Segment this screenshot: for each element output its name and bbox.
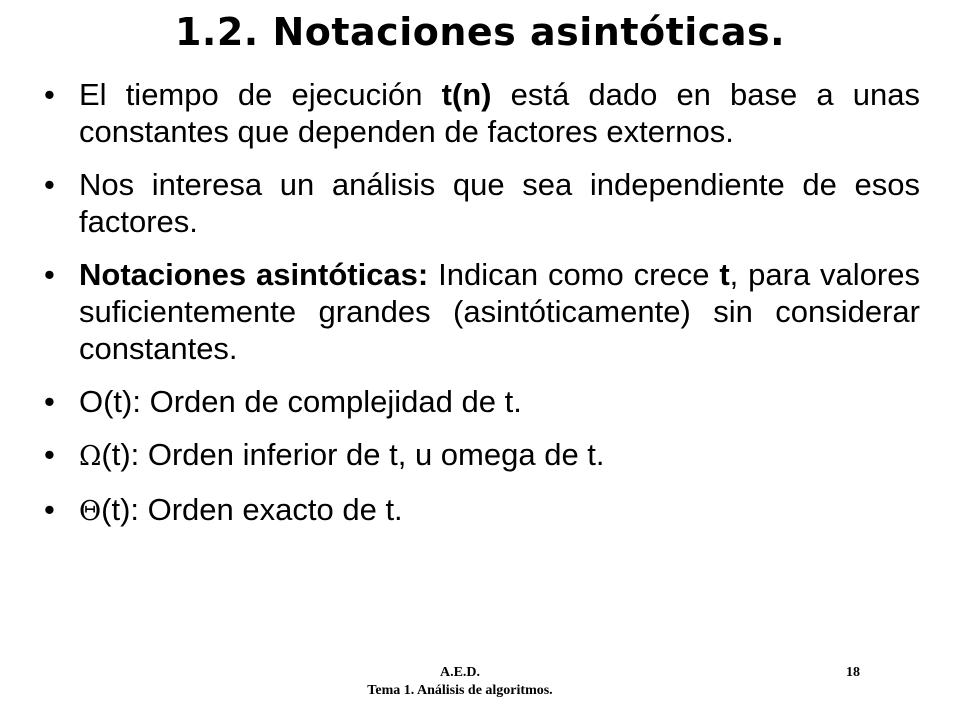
page-number: 18 bbox=[846, 665, 860, 680]
bullet-item-independent-analysis bbox=[40, 166, 920, 240]
bullet-text: Indican como crece bbox=[428, 257, 720, 292]
bullet-text: (t): Orden inferior de t, u omega de t. bbox=[101, 437, 605, 472]
bullet-marker: • bbox=[44, 167, 55, 202]
bullet-marker: • bbox=[44, 437, 55, 472]
footer-course-name: A.E.D. bbox=[439, 665, 481, 680]
bullet-item-asymptotic-notations bbox=[40, 256, 920, 367]
bullet-item-omega bbox=[40, 436, 920, 475]
bullet-list bbox=[40, 76, 920, 546]
bullet-marker: • bbox=[44, 257, 55, 292]
footer-topic-name: Tema 1. Análisis de algoritmos. bbox=[367, 683, 553, 698]
bullet-text: , para valores suficientemente grandes (asintóticamente) sin considerar constantes. bbox=[79, 257, 920, 366]
bullet-text: (t): Orden exacto de t. bbox=[101, 492, 403, 527]
bullet-bold-text: Notaciones asintóticas: bbox=[79, 257, 429, 292]
bullet-text: está dado en base a unas constantes que dependen de factores externos. bbox=[79, 77, 920, 149]
footer-course-info bbox=[300, 664, 620, 700]
omega-symbol: Ω bbox=[79, 441, 102, 472]
bullet-item-big-o bbox=[40, 383, 920, 420]
bullet-item-execution-time bbox=[40, 76, 920, 150]
bullet-marker: • bbox=[44, 384, 55, 419]
bullet-item-theta bbox=[40, 491, 920, 530]
slide-title: 1.2. Notaciones asintóticas. bbox=[174, 10, 786, 54]
bullet-text: O(t): Orden de complejidad de t. bbox=[79, 384, 522, 419]
bullet-text: Nos interesa un análisis que sea independiente de esos factores. bbox=[79, 167, 920, 239]
bullet-marker: • bbox=[44, 492, 55, 527]
bullet-bold-text: t(n) bbox=[441, 77, 492, 112]
theta-symbol: Θ bbox=[79, 496, 102, 527]
bullet-text: El tiempo de ejecución bbox=[79, 77, 442, 112]
bullet-bold-text: t bbox=[719, 257, 730, 292]
bullet-marker: • bbox=[44, 77, 55, 112]
